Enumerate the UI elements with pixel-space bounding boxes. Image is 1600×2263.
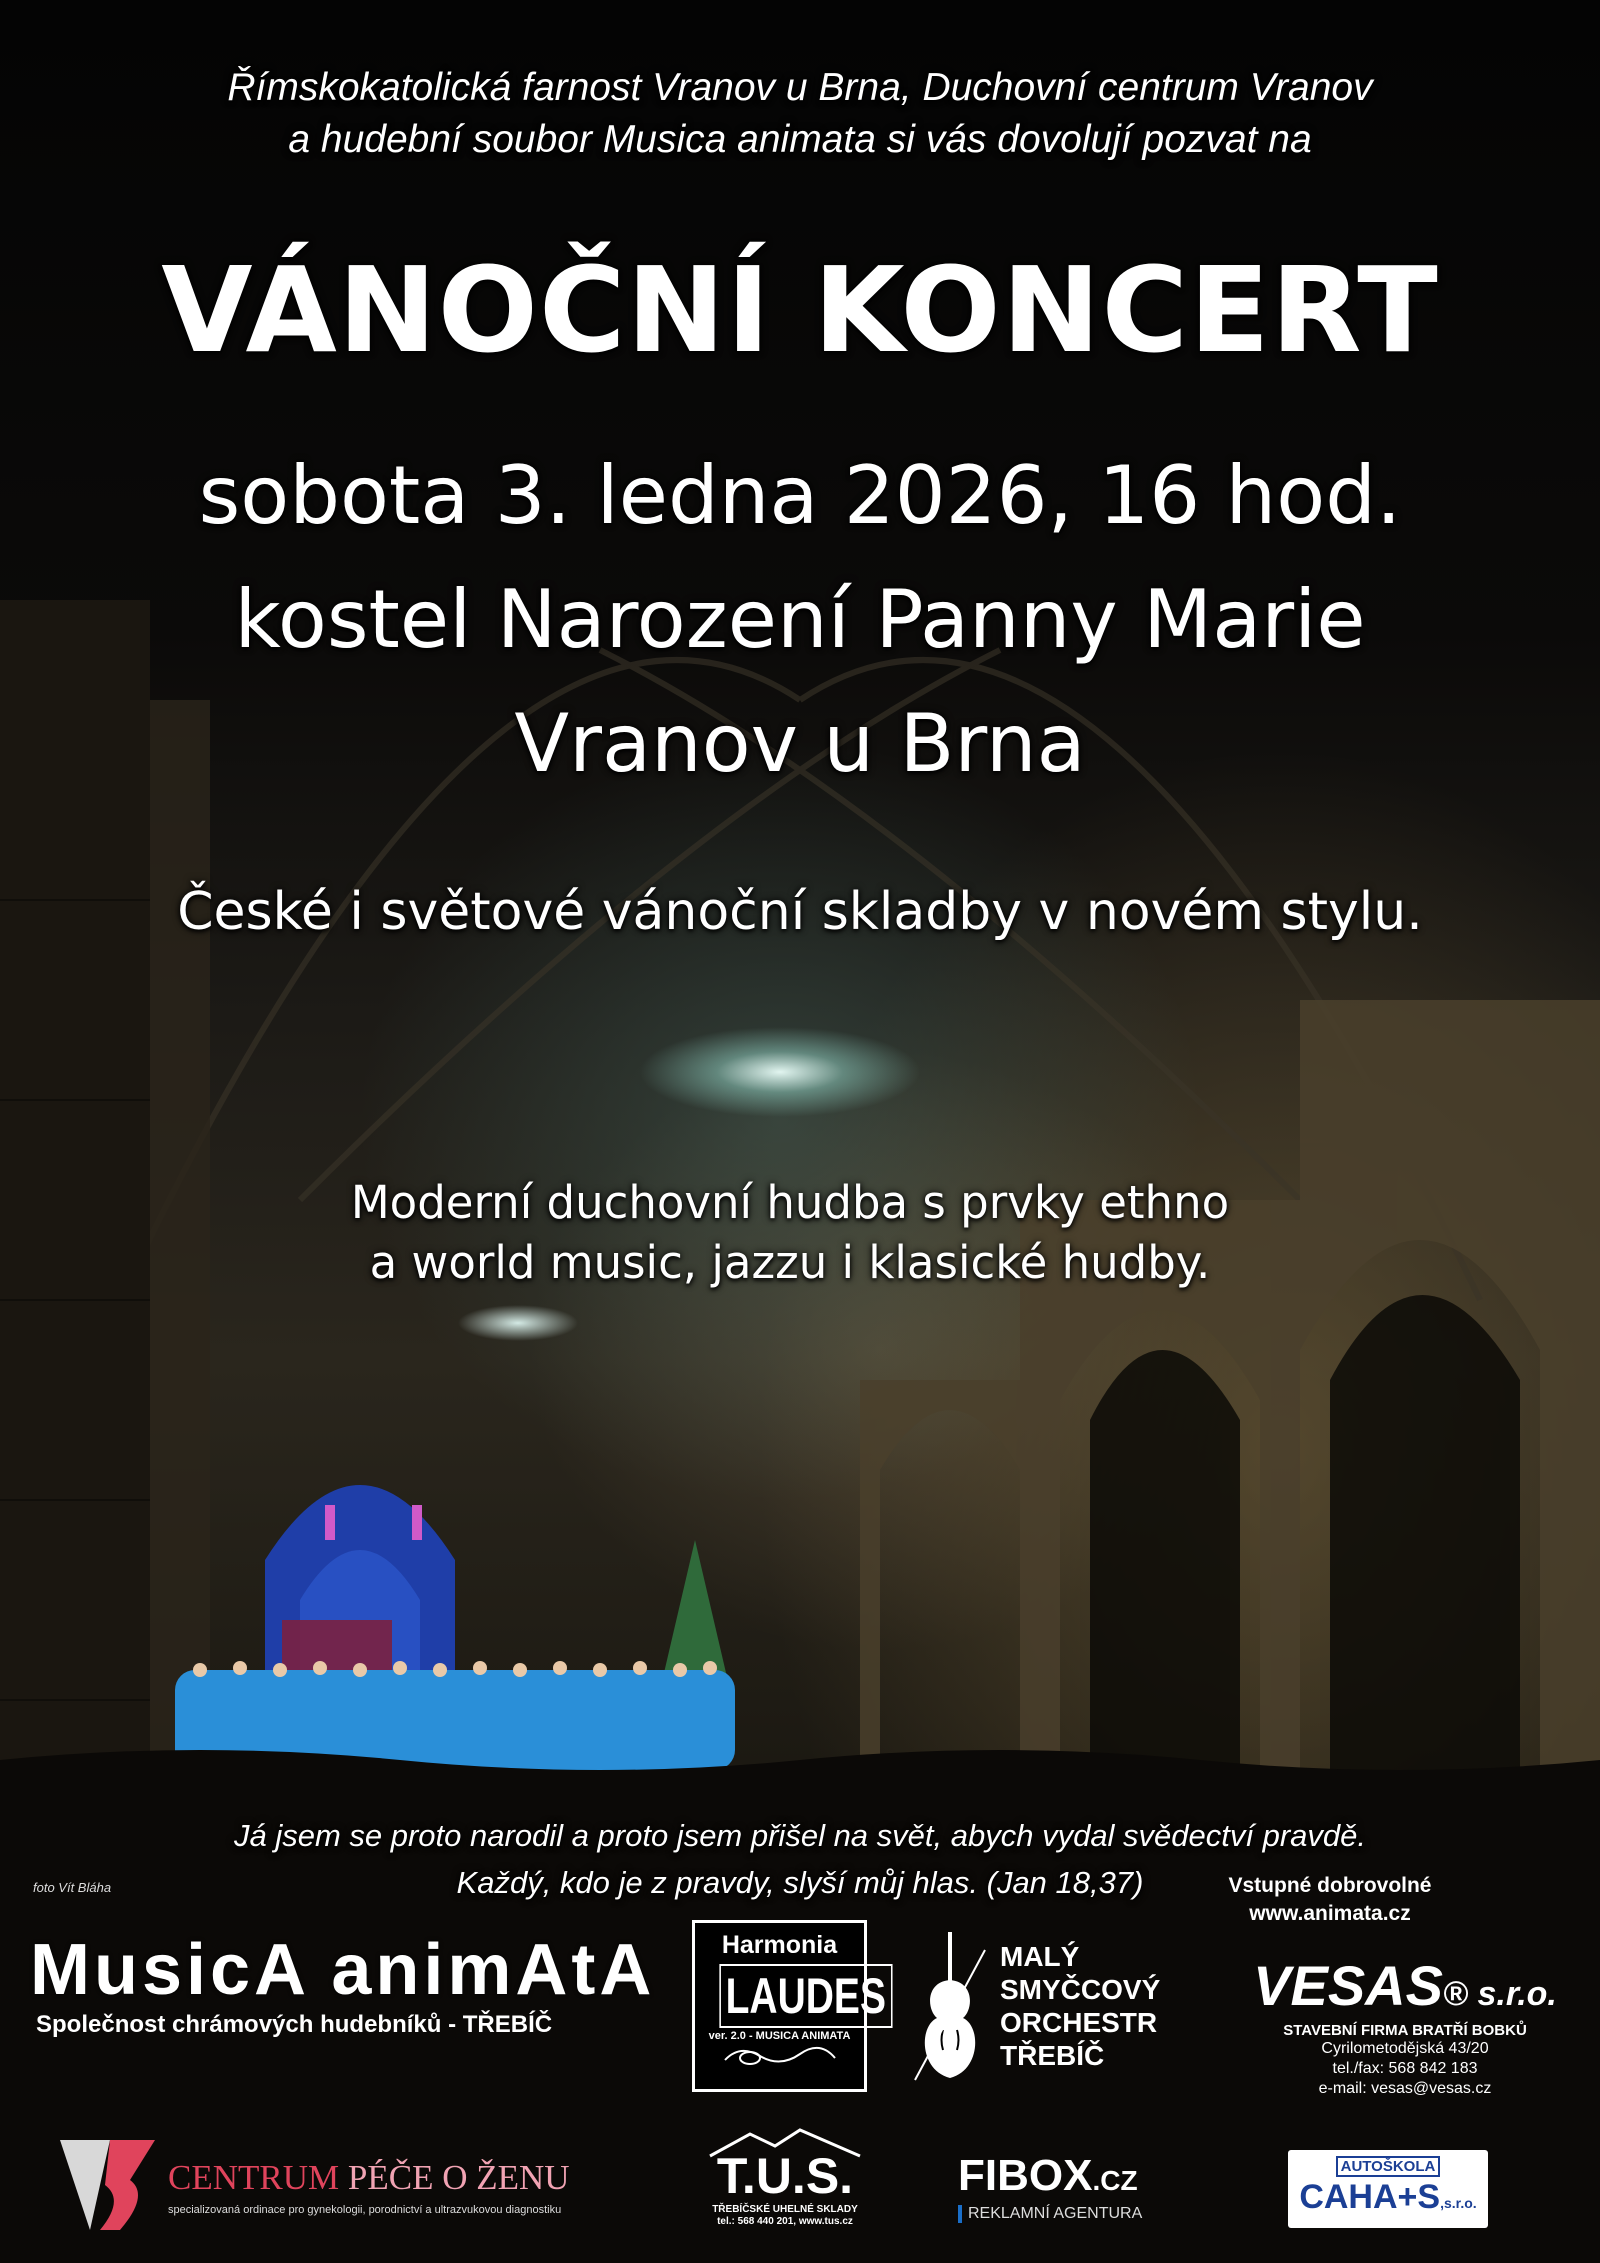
laudes-label: LAUDES	[719, 1964, 892, 2028]
invitation-line-2: a hudební soubor Musica animata si vás dovolují pozvat na	[288, 118, 1312, 161]
musica-animata-logo	[30, 1930, 660, 2040]
violin-icon	[905, 1930, 995, 2090]
music-style-description	[200, 1173, 1380, 1293]
christmas-tree	[660, 1540, 730, 1690]
venue-church: kostel Narození Panny Marie	[234, 573, 1366, 666]
invitation-text	[0, 62, 1600, 166]
harmonia-laudes-logo	[692, 1920, 886, 2092]
admission-text: Vstupné dobrovolné	[1228, 1874, 1432, 1897]
orchestra-name: MALÝ SMYČCOVÝ ORCHESTR TŘEBÍČ	[1000, 1941, 1161, 2071]
centrum-mark-icon	[60, 2140, 155, 2230]
guitar-scribble-icon	[720, 2042, 840, 2068]
date-time: sobota 3. ledna 2026, 16 hod.	[198, 449, 1402, 542]
small-string-orchestra-logo	[905, 1930, 1185, 2090]
harmonia-version: ver. 2.0 - MUSICA ANIMATA	[708, 2030, 851, 2042]
entry-info	[1180, 1872, 1480, 1928]
venue-town: Vranov u Brna	[514, 697, 1086, 790]
style-line-2: a world music, jazzu i klasické hudby.	[369, 1236, 1211, 1289]
repertoire-description: České i světové vánoční skladby v novém stylu.	[177, 882, 1423, 942]
vesas-email[interactable]: e-mail: vesas@vesas.cz	[1318, 2080, 1492, 2097]
vesas-logo	[1235, 1954, 1575, 2099]
style-line-1: Moderní duchovní hudba s prvky ethno	[350, 1176, 1230, 1229]
fibox-name: FIBOX.CZ	[958, 2151, 1138, 2200]
photo-credit: foto Vít Bláha	[33, 1880, 112, 1895]
centrum-subtitle: specializovaná ordinace pro gynekologii, porodnictví a ultrazvukovou diagnostiku	[168, 2204, 562, 2216]
vesas-name: VESAS® s.r.o.	[1253, 1954, 1557, 2017]
autoskola-logo	[1288, 2150, 1488, 2228]
tus-subtitle: TŘEBÍČSKÉ UHELNÉ SKLADY	[712, 2204, 858, 2215]
tus-name: T.U.S.	[716, 2148, 854, 2204]
tus-contact: tel.: 568 440 201, www.tus.cz	[717, 2216, 853, 2227]
fibox-subtitle: REKLAMNÍ AGENTURA	[958, 2205, 1188, 2223]
website-link[interactable]: www.animata.cz	[1249, 1902, 1411, 1925]
tus-logo	[690, 2120, 880, 2230]
musica-animata-wordmark: MusicA animAtA	[30, 1930, 656, 2010]
invitation-line-1: Římskokatolická farnost Vranov u Brna, Duchovní centrum Vranov	[227, 66, 1373, 109]
centrum-name: CENTRUM PÉČE O ŽENU	[168, 2158, 570, 2197]
harmonia-label: Harmonia	[721, 1931, 838, 1959]
vesas-address: Cyrilometodějská 43/20	[1321, 2040, 1489, 2057]
vesas-phone: tel./fax: 568 842 183	[1332, 2060, 1478, 2077]
vesas-subtitle: STAVEBNÍ FIRMA BRATŘÍ BOBKŮ	[1283, 2022, 1527, 2039]
autoskola-label: AUTOŠKOLA	[1336, 2156, 1441, 2177]
mountain-icon	[690, 2128, 880, 2158]
concert-title: VÁNOČNÍ KONCERT	[161, 241, 1439, 379]
fibox-logo	[958, 2152, 1188, 2223]
autoskola-name: CAHA+S,s.r.o.	[1299, 2178, 1477, 2216]
quote-line-1: Já jsem se proto narodil a proto jsem přišel na svět, abych vydal svědectví pravdě.	[233, 1818, 1367, 1853]
centrum-pece-o-zenu-logo	[60, 2140, 620, 2230]
musica-animata-subtitle: Společnost chrámových hudebníků - TŘEBÍČ	[36, 2011, 553, 2038]
quote-line-2: Každý, kdo je z pravdy, slyší můj hlas. (Jan 18,37)	[456, 1865, 1144, 1900]
